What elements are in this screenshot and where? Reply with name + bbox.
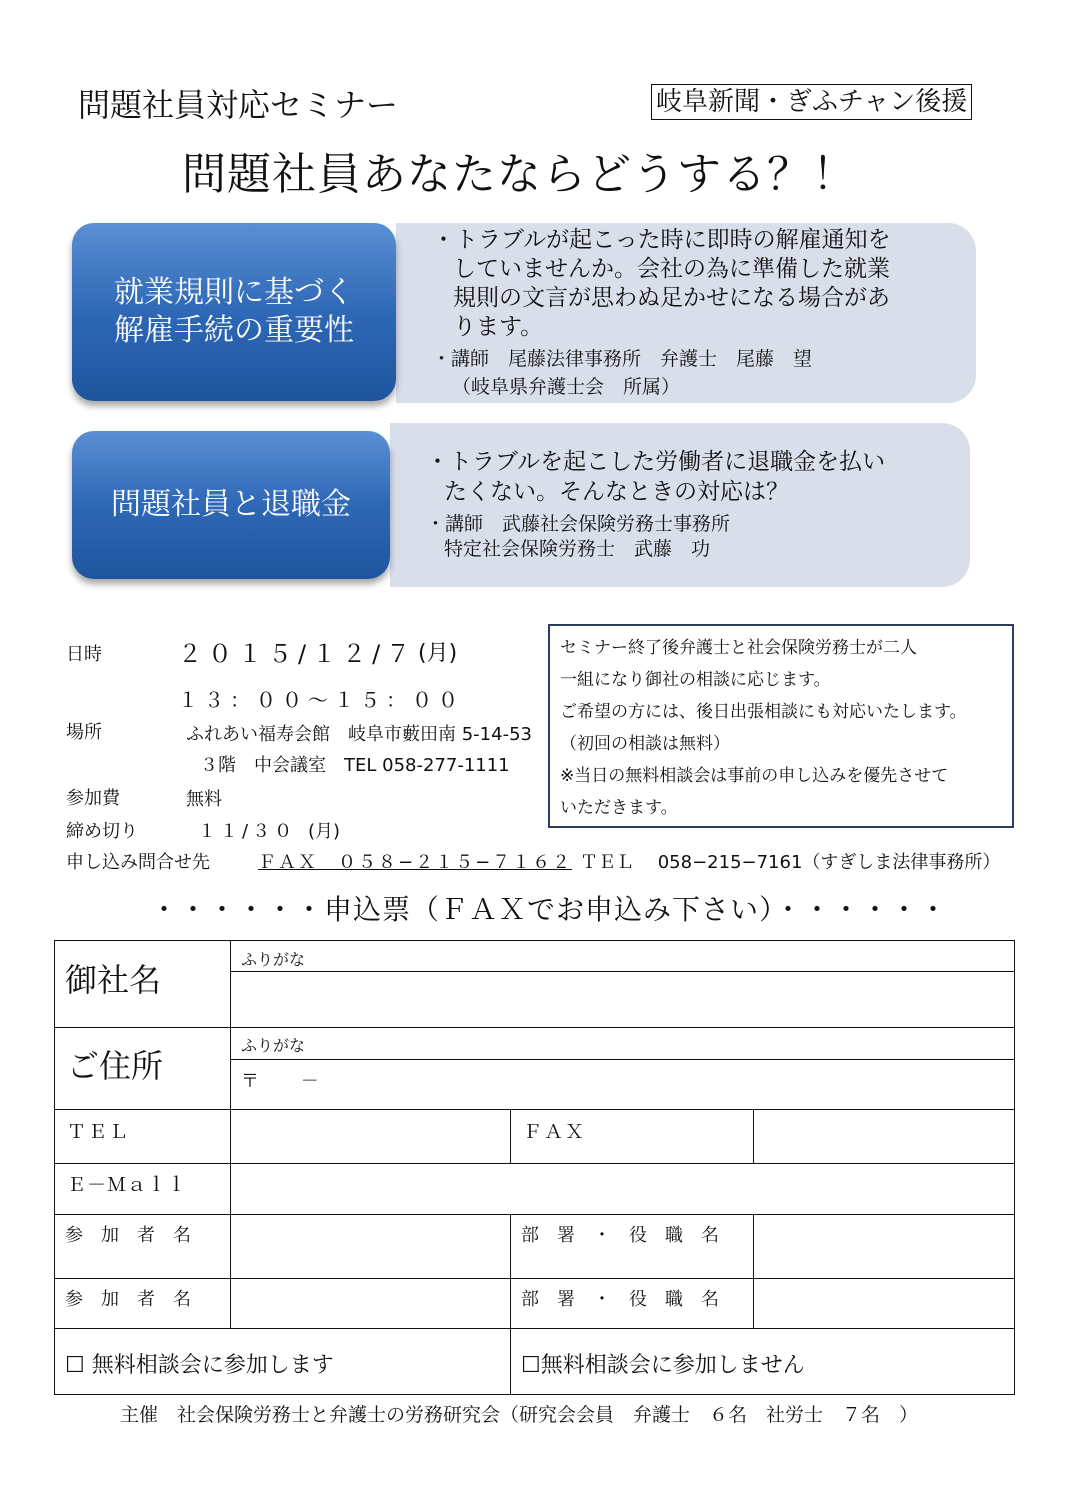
organizer-footer: 主催 社会保険労務士と弁護士の労務研究会（研究会会員 弁護士 ６名 社労士 ７名 ） [120, 1404, 919, 1426]
notice-line-3: ご希望の方には、後日出張相談にも対応いたします。 [560, 702, 967, 722]
deadline-weekday: (月) [308, 821, 341, 842]
participant-2-label: 参 加 者 名 [65, 1289, 191, 1310]
date-weekday: (月) [418, 641, 458, 666]
date-label: 日時 [66, 644, 102, 665]
topic-2-desc-line2: たくない。そんなときの対応は？ [444, 479, 789, 505]
tel-field[interactable] [231, 1110, 509, 1162]
topic-1-title-line2: 解雇手続の重要性 [114, 313, 354, 348]
form-rule [510, 1214, 511, 1395]
company-furigana-label: ふりがな [241, 950, 306, 969]
fee-value: 無料 [186, 789, 222, 810]
deadline-label: 締め切り [66, 821, 138, 842]
form-rule [230, 1059, 1015, 1060]
topic-1-desc-line4: ります。 [453, 314, 544, 340]
notice-line-4: （初回の相談は無料） [560, 734, 730, 754]
place-line2: ３階 中会議室 TEL 058-277-1111 [200, 755, 510, 776]
postal-code-label[interactable]: 〒 － [241, 1071, 319, 1092]
form-rule [510, 1109, 511, 1163]
attend-consultation-checkbox[interactable]: ☐ 無料相談会に参加します [65, 1353, 334, 1378]
topic-2-desc-line1: ・トラブルを起こした労働者に退職金を払い [426, 449, 886, 475]
topic-1-speaker: ・講師 尾藤法律事務所 弁護士 尾藤 望 [432, 348, 813, 370]
sponsor-box: 岐阜新聞・ぎふチャン後援 [651, 84, 972, 120]
address-furigana-label: ふりがな [241, 1036, 306, 1055]
form-rule [55, 1328, 1015, 1329]
topic-1-desc-line2: していませんか。会社の為に準備した就業 [453, 256, 890, 282]
deadline-value: １１/３０ [198, 821, 297, 842]
email-field[interactable] [231, 1164, 1014, 1213]
time-value: １３：００〜１５：００ [178, 688, 464, 712]
application-form [54, 940, 1015, 1395]
notice-line-1: セミナー終了後弁護士と社会保険労務士が二人 [560, 638, 917, 658]
notice-line-2: 一組になり御社の相談に応じます。 [560, 670, 831, 690]
topic-1-speaker-affiliation: （岐阜県弁護士会 所属） [452, 376, 681, 398]
fax-label: ＦＡＸ [523, 1121, 587, 1143]
decline-consultation-checkbox[interactable]: ☐無料相談会に参加しません [521, 1353, 805, 1378]
notice-line-5: ※当日の無料相談会は事前の申し込みを優先させて [560, 766, 949, 786]
company-name-field[interactable] [231, 972, 1014, 1026]
topic-2-badge [72, 431, 390, 579]
seminar-title: 問題社員対応セミナー [78, 86, 399, 124]
notice-line-6: いただきます。 [560, 798, 678, 818]
topic-2-speaker-title: 特定社会保険労務士 武藤 功 [444, 538, 711, 560]
email-label: Ｅ－Ｍａｌｌ [67, 1174, 188, 1196]
date-value: ２０１５/１２/７ [178, 640, 417, 668]
form-rule [55, 1027, 1015, 1028]
fax-field[interactable] [754, 1110, 1014, 1162]
topic-1-title-line1: 就業規則に基づく [114, 275, 354, 310]
topic-1-badge [72, 223, 396, 401]
participant-1-field[interactable] [231, 1215, 509, 1277]
topic-2-speaker: ・講師 武藤社会保険労務士事務所 [426, 513, 731, 535]
address-label: ご住所 [67, 1047, 164, 1085]
contact-label: 申し込み問合せ先 [66, 852, 210, 873]
dept-2-field[interactable] [754, 1279, 1014, 1327]
participant-1-label: 参 加 者 名 [65, 1225, 191, 1246]
dept-2-label: 部 署 ・ 役 職 名 [521, 1289, 719, 1310]
participant-2-field[interactable] [231, 1279, 509, 1327]
consultation-notice [548, 624, 1014, 828]
dept-1-field[interactable] [754, 1215, 1014, 1277]
headline: 問題社員あなたならどうする？！ [182, 149, 857, 200]
place-line1: ふれあい福寿会館 岐阜市藪田南 5-14-53 [186, 724, 532, 745]
contact-fax: ＦＡＸ ０５８−２１５−７１６２ [258, 852, 573, 873]
topic-1-desc-line3: 規則の文言が思わぬ足かせになる場合があ [453, 285, 890, 311]
application-form-heading: ・・・・・・申込票（ＦＡＸでお申込み下さい）・・・・・・ [150, 893, 949, 926]
dept-1-label: 部 署 ・ 役 職 名 [521, 1225, 719, 1246]
tel-label: ＴＥＬ [67, 1121, 131, 1143]
contact-tel: ＴＥＬ 058−215−7161（すぎしま法律事務所） [580, 852, 1001, 873]
fee-label: 参加費 [66, 788, 120, 809]
place-label: 場所 [66, 722, 102, 743]
company-name-label: 御社名 [65, 961, 162, 999]
topic-1-desc-line1: ・トラブルが起こった時に即時の解雇通知を [432, 227, 891, 253]
topic-2-title: 問題社員と退職金 [111, 487, 351, 522]
